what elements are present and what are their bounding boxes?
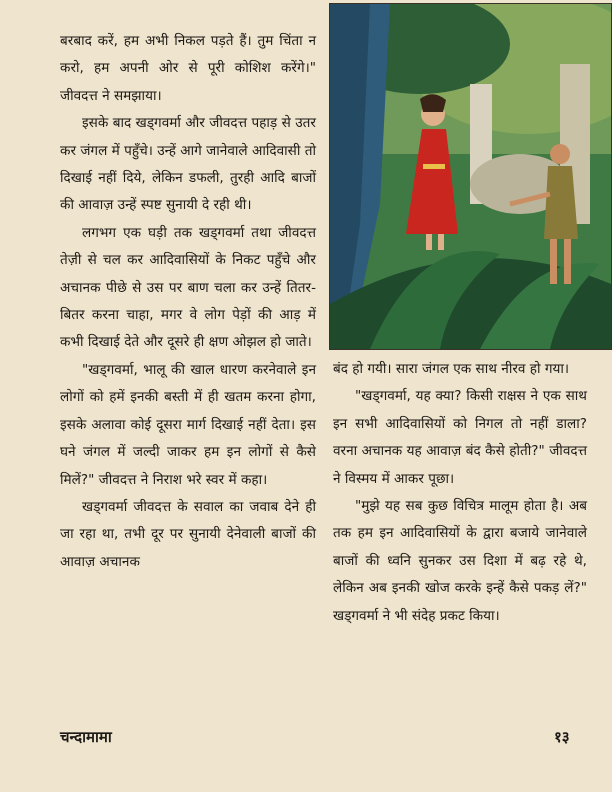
magazine-title: चन्दामामा — [60, 728, 112, 746]
left-text-column — [60, 28, 316, 576]
paragraph: "खड्गवर्मा, भालू की खाल धारण करनेवाले इन लोगों को हमें इनकी बस्ती में ही खतम करना होगा, इसके अलावा कोई दूसरा मार्ग दिखाई नहीं देता। इस घने जंगल में जल्दी जाकर हम इन लोगों से कैसे मिलें?" जीवदत्त ने निराश भरे स्वर में कहा। — [60, 361, 316, 488]
forest-scene-drawing — [330, 4, 611, 349]
paragraph: बंद हो गयी। सारा जंगल एक साथ नीरव हो गया। — [333, 361, 570, 377]
right-text-column — [333, 356, 587, 630]
paragraph: बरबाद करें, हम अभी निकल पड़ते हैं। तुम चिंता न करो, हम अपनी ओर से पूरी कोशिश करेंगे।" जीवदत्त ने समझाया। — [60, 33, 316, 104]
paragraph: इसके बाद खड्गवर्मा और जीवदत्त पहाड़ से उतर कर जंगल में पहुँचे। उन्हें आगे जानेवाले आदिवासी तो दिखाई नहीं दिये, लेकिन डफली, तुरही आदि बाजों की आवाज़ उन्हें स्पष्ट सुनायी दे रही थी। — [60, 115, 316, 214]
paragraph: लगभग एक घड़ी तक खड्गवर्मा तथा जीवदत्त तेज़ी से चल कर आदिवासियों के निकट पहुँचे और अचानक पीछे से उस पर बाण चला कर उन्हें तितर-बितर करना चाहा, मगर वे लोग पेड़ों की आड़ में कभी दिखाई देते और दूसरे ही क्षण ओझल हो जाते। — [60, 224, 316, 351]
forest-illustration — [329, 3, 612, 350]
paragraph: खड्गवर्मा जीवदत्त के सवाल का जवाब देने ही जा रहा था, तभी दूर पर सुनायी देनेवाली बाजों की आवाज़ अचानक — [60, 498, 316, 570]
paragraph: "खड्गवर्मा, यह क्या? किसी राक्षस ने एक साथ इन सभी आदिवासियों को निगल तो नहीं डाला? वरना अचानक यह आवाज़ बंद कैसे होती?" जीवदत्त ने विस्मय में आकर पूछा। — [333, 388, 587, 487]
paragraph: "मुझे यह सब कुछ विचित्र मालूम होता है। अब तक हम इन आदिवासियों के द्वारा बजाये जानेवाले बाजों की ध्वनि सुनकर उस दिशा में बढ़ रहे थे, लेकिन अब इनकी खोज करके इन्हें कैसे पकड़ लें?" खड्गवर्मा ने भी संदेह प्रकट किया। — [333, 498, 587, 624]
page-number: १३ — [554, 728, 570, 746]
